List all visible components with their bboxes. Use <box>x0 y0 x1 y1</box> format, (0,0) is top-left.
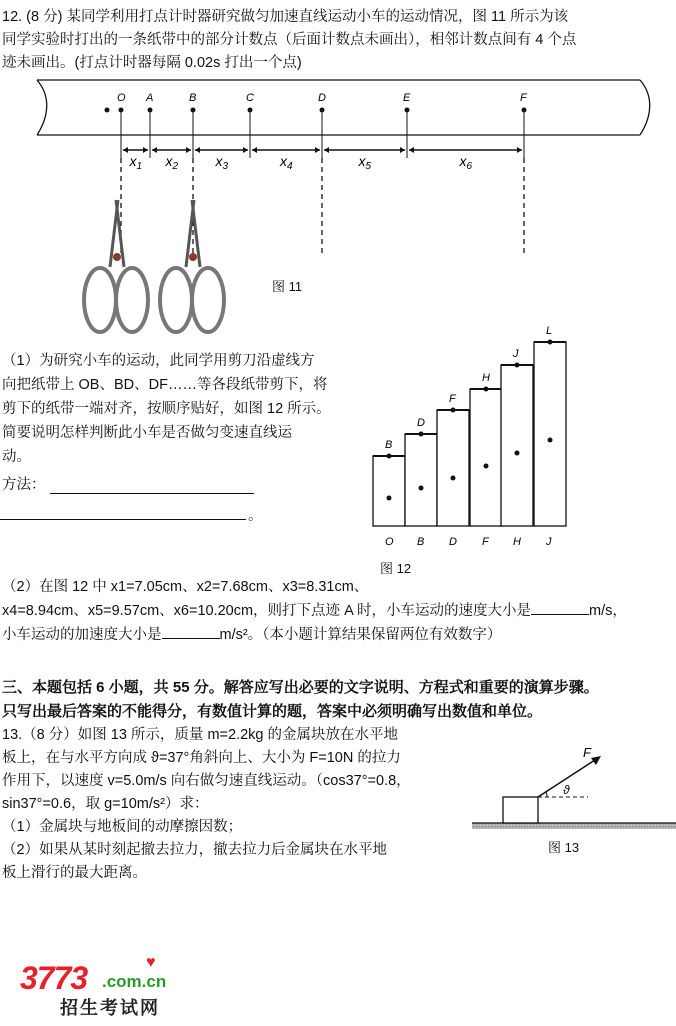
tape-strip-D <box>437 410 469 526</box>
method-answer-line-1[interactable] <box>50 493 254 494</box>
metal-block <box>503 797 538 823</box>
tape-label-F: F <box>520 92 527 104</box>
tape-label-O: O <box>117 92 126 104</box>
segment-label-x4: $x_4$ <box>280 153 293 172</box>
strip-bottom-label-J: J <box>546 536 552 548</box>
strip-top-label-D: D <box>417 417 425 429</box>
strip-top-dot-B <box>387 454 392 459</box>
part2-line-2 <box>2 600 627 622</box>
figure-12-caption: 图 12 <box>380 561 412 576</box>
velocity-unit: m/s， <box>589 603 627 619</box>
segment-label-x3: $x_3$ <box>215 153 229 172</box>
q13-line-4: sin37°=0.6，取 g=10m/s²）求： <box>2 796 209 812</box>
strip-inner-dot <box>419 486 424 491</box>
method-answer-line-2[interactable] <box>0 519 246 520</box>
q12-line-2: 同学实验时打出的一条纸带中的部分计数点（后面计数点未画出），相邻计数点间有 4 个点 <box>2 32 577 48</box>
part1-line-2: 向把纸带上 OB、BD、DF……等各段纸带剪下，将 <box>2 377 328 393</box>
segment-label-x1: $x_1$ <box>129 153 143 172</box>
tape-strip-H <box>501 365 533 526</box>
strip-bottom-label-D: D <box>449 536 457 548</box>
method-end-mark: 。 <box>248 508 263 524</box>
q13-line-1: 13.（8 分）如图 13 所示，质量 m=2.2kg 的金属块放在水平地 <box>2 727 399 743</box>
figure-13-block-diagram <box>470 745 676 840</box>
strip-inner-dot <box>451 476 456 481</box>
tape-strip-O <box>373 456 405 526</box>
tape-label-C: C <box>246 92 254 104</box>
part1-line-5: 动。 <box>2 449 31 465</box>
part2-line-3 <box>2 624 501 646</box>
tape-strip-J <box>534 342 566 526</box>
segment-label-x6: $x_6$ <box>459 153 473 172</box>
q12-line-3: 迹未画出。(打点计时器每隔 0.02s 打出一个点) <box>2 55 302 71</box>
figure-13-caption: 图 13 <box>548 840 580 855</box>
logo-domain: .com.cn <box>102 972 167 991</box>
figure-12-tape-strips <box>360 310 630 550</box>
strip-top-dot-L <box>548 340 553 345</box>
strip-top-dot-D <box>419 432 424 437</box>
q12-line-1: 12. (8 分) 某同学利用打点计时器研究做匀加速直线运动小车的运动情况，图 11 所示为该 <box>2 9 569 25</box>
logo-name: 招生考试网 <box>60 998 160 1018</box>
segment-label-x5: $x_5$ <box>358 153 372 172</box>
heart-icon: ♥ <box>146 954 156 971</box>
strip-top-label-J: J <box>513 348 519 360</box>
tape-strip-F <box>470 389 502 526</box>
method-label: 方法： <box>2 477 46 493</box>
strip-top-dot-J <box>515 363 520 368</box>
angle-label: ϑ <box>563 783 570 797</box>
figure-11-caption: 图 11 <box>272 279 303 294</box>
extra-dot <box>105 108 110 113</box>
q13-line-3: 作用下，以速度 v=5.0m/s 向右做匀速直线运动。（cos37°=0.8， <box>2 773 411 789</box>
part2-line-2-text: x4=8.94cm、x5=9.57cm、x6=10.20cm，则打下点迹 A 时，小车运动的速度大小是 <box>2 603 531 619</box>
strip-top-label-B: B <box>385 439 393 451</box>
tape-label-A: A <box>146 92 154 104</box>
segment-label-x2: $x_2$ <box>165 153 179 172</box>
part2-line-1: （2）在图 12 中 x1=7.05cm、x2=7.68cm、x3=8.31cm、 <box>2 579 369 595</box>
tape-label-E: E <box>403 92 411 104</box>
section3-line-2: 只写出最后答案的不能得分，有数值计算的题，答案中必须明确写出数值和单位。 <box>2 703 543 720</box>
strip-inner-dot <box>548 438 553 443</box>
strip-bottom-label-F: F <box>482 536 489 548</box>
q13-line-6: （2）如果从某时刻起撤去拉力，撤去拉力后金属块在水平地 <box>2 842 388 858</box>
strip-top-label-H: H <box>482 372 490 384</box>
q13-line-7: 板上滑行的最大距离。 <box>2 865 147 881</box>
q13-line-2: 板上，在与水平方向成 ϑ=37°角斜向上、大小为 F=10N 的拉力 <box>2 750 401 766</box>
strip-top-dot-H <box>484 387 489 392</box>
scissors-image <box>78 195 228 345</box>
ground <box>472 823 676 829</box>
strip-top-label-L: L <box>546 325 553 337</box>
strip-inner-dot <box>484 464 489 469</box>
strip-inner-dot <box>387 496 392 501</box>
strip-top-dot-F <box>451 408 456 413</box>
section3-line-1: 三、本题包括 6 小题，共 55 分。解答应写出必要的文字说明、方程式和重要的演算步骤。 <box>2 679 599 696</box>
strip-top-label-F: F <box>449 393 456 405</box>
tape-strip-B <box>405 434 437 526</box>
strip-inner-dot <box>515 451 520 456</box>
strip-bottom-label-H: H <box>513 536 521 548</box>
part1-line-3: 剪下的纸带一端对齐，按顺序贴好，如图 12 所示。 <box>2 401 331 417</box>
velocity-answer-blank[interactable] <box>531 600 589 615</box>
acceleration-answer-blank[interactable] <box>162 624 220 639</box>
strip-bottom-label-B: B <box>417 536 425 548</box>
acceleration-unit: m/s²。（本小题计算结果保留两位有效数字） <box>219 627 502 643</box>
logo-number: 3773 <box>20 960 88 996</box>
site-logo[interactable] <box>20 954 180 1020</box>
strip-bottom-label-O: O <box>385 536 394 548</box>
tape-label-D: D <box>318 92 326 104</box>
part1-line-4: 简要说明怎样判断此小车是否做匀变速直线运 <box>2 425 292 441</box>
part2-line-3-text: 小车运动的加速度大小是 <box>2 627 162 643</box>
force-label: F <box>583 745 591 760</box>
part1-line-1: （1）为研究小车的运动，此同学用剪刀沿虚线方 <box>2 353 315 369</box>
tape-label-B: B <box>189 92 197 104</box>
q13-line-5: （1）金属块与地板间的动摩擦因数； <box>2 819 243 835</box>
